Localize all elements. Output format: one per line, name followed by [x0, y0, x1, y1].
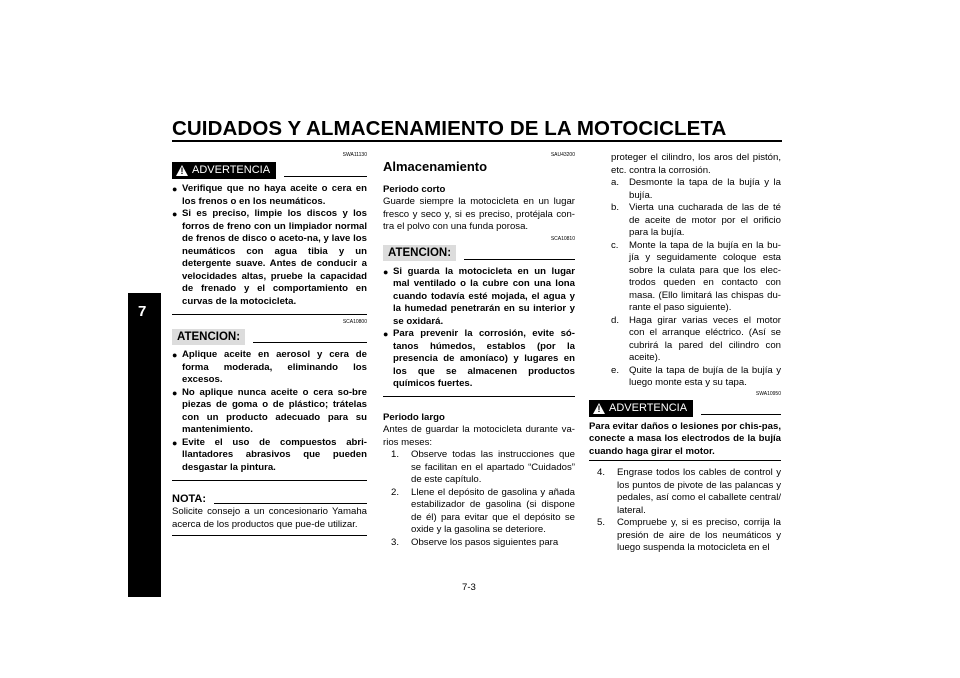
storage-step: a. Desmonte la tapa de la bujía y la bujía. [611, 177, 781, 201]
warning-end-rule [172, 314, 367, 315]
caution-item: ● Aplique aceite en aerosol y cera de forma moderada, eliminando los excesos. [172, 349, 367, 385]
note-header [172, 492, 367, 506]
note-header-rule [214, 503, 367, 504]
title-rule [172, 140, 782, 142]
page-number: 7-3 [462, 582, 476, 593]
caution-header-rule [253, 342, 367, 343]
caution-item: ● Evite el uso de compuestos abri-llantadores abrasivos que pueden desgastar la pintura. [172, 436, 367, 473]
caution-item: ● No aplique nunca aceite o cera so-bre piezas de goma o de plástico; trátelas con un producto adecuado para su mantenimiento. [172, 386, 367, 435]
storage-step: c. Monte la tapa de la bujía en la bu-jía y seguidamente coloque esta sobre la culata para que los elec-trodos queden en contacto con masa. (Ello limitará las chispas du-rante el paso siguiente). [611, 239, 781, 313]
caution-code: SCA10800 [342, 319, 367, 325]
note-text: Solicite consejo a un concesionario Yamaha acerca de los productos que pue-de utilizar. [172, 506, 367, 530]
warning-item: ● Verifique que no haya aceite o cera en los frenos o en los neumáticos. [172, 183, 367, 207]
warning-badge [589, 400, 693, 417]
storage-item: 4. Engrase todos los cables de control y los puntos de pivote de las palancas y pedales, así como el caballete central/ lateral. [597, 467, 781, 516]
caution-end-rule [383, 396, 575, 397]
middle-column [383, 152, 575, 549]
warning-header-rule [284, 176, 367, 177]
right-column [589, 152, 781, 555]
continued-text: proteger el cilindro, los aros del pistón, etc. contra la corrosión. [611, 152, 781, 176]
long-period-item: 2. Llene el depósito de gasolina y añada estabilizador de gasolina (si dispone de él) para evitar que el depósito se oxide y la gasolina se deteriore. [391, 486, 575, 535]
caution-header-rule [464, 259, 575, 260]
section-code: SAU43200 [550, 152, 575, 158]
caution-code: SCA10810 [550, 235, 575, 242]
warning-badge [172, 162, 276, 179]
storage-step: d. Haga girar varias veces el motor con el arranque eléctrico. (Así se cubrirá la pared del cilindro con aceite). [611, 314, 781, 363]
short-period-text: Guarde siempre la motocicleta en un lugar fresco y seco y, si es preciso, protéjala con-tra el polvo con una funda porosa. [383, 196, 575, 232]
warning-end-rule [589, 460, 781, 461]
storage-step: e. Quite la tapa de bujía de la bujía y luego monte esta y su tapa. [611, 364, 781, 388]
chapter-tab [128, 293, 161, 597]
warning-header [589, 400, 781, 417]
warning-label: ADVERTENCIA [192, 164, 271, 176]
caution-end-rule [172, 480, 367, 481]
chapter-number: 7 [138, 303, 147, 320]
page-title: CUIDADOS Y ALMACENAMIENTO DE LA MOTOCICLETA [172, 117, 727, 140]
long-period-item: 1. Observe todas las instrucciones que se facilitan en el apartado “Cuidados” de este capítulo. [391, 449, 575, 485]
warning-triangle-icon: ! [593, 403, 605, 414]
caution-item: ● Para prevenir la corrosión, evite só-tanos húmedos, establos (por la presencia de amoníaco) y lugares en los que se almacenen productos químicos fuertes. [383, 328, 575, 389]
long-period-intro: Antes de guardar la motocicleta durante va-rios meses: [383, 424, 575, 448]
long-period-item: 3. Observe los pasos siguientes para [391, 536, 559, 548]
warning-header-rule [701, 414, 781, 415]
caution-item: ● Si guarda la motocicleta en un lugar mal ventilado o la cubre con una lona cuando todavía esté mojada, el agua y la humedad penetrarán en su interior y se oxidará. [383, 265, 575, 327]
left-column [172, 152, 367, 536]
warning-item: ● Si es preciso, limpie los discos y los forros de freno con un limpiador normal de frenos de disco o aceto-na, y lave los neumáticos con agua tibia y un detergente suave. Antes de conducir a velocidades altas, pruebe la capacidad de frenado y el comportamiento en curvas de la motocicleta. [172, 208, 367, 307]
warning-code: SWA11130 [342, 152, 367, 158]
warning-label: ADVERTENCIA [609, 401, 688, 414]
storage-step: b. Vierta una cucharada de las de té de aceite de motor por el orificio para la bujía. [611, 202, 781, 238]
note-label: NOTA: [172, 492, 207, 505]
short-period-title: Periodo corto [383, 183, 446, 195]
caution-header [383, 245, 575, 262]
warning-header [172, 162, 367, 179]
warning-code: SWA10950 [755, 390, 781, 397]
warning-triangle-icon: ! [176, 165, 188, 176]
long-period-title: Periodo largo [383, 411, 445, 423]
warning-text: Para evitar daños o lesiones por chis-pas, conecte a masa los electrodos de la bujía cuando haga girar el motor. [589, 420, 781, 457]
storage-item: 5. Compruebe y, si es preciso, corrija la presión de aire de los neumáticos y luego suspenda la motocicleta en el [597, 517, 781, 553]
caution-header [172, 328, 367, 345]
section-title: Almacenamiento [383, 159, 488, 174]
note-end-rule [172, 535, 367, 536]
caution-label: ATENCION: [383, 245, 456, 261]
caution-label: ATENCION: [172, 329, 245, 345]
